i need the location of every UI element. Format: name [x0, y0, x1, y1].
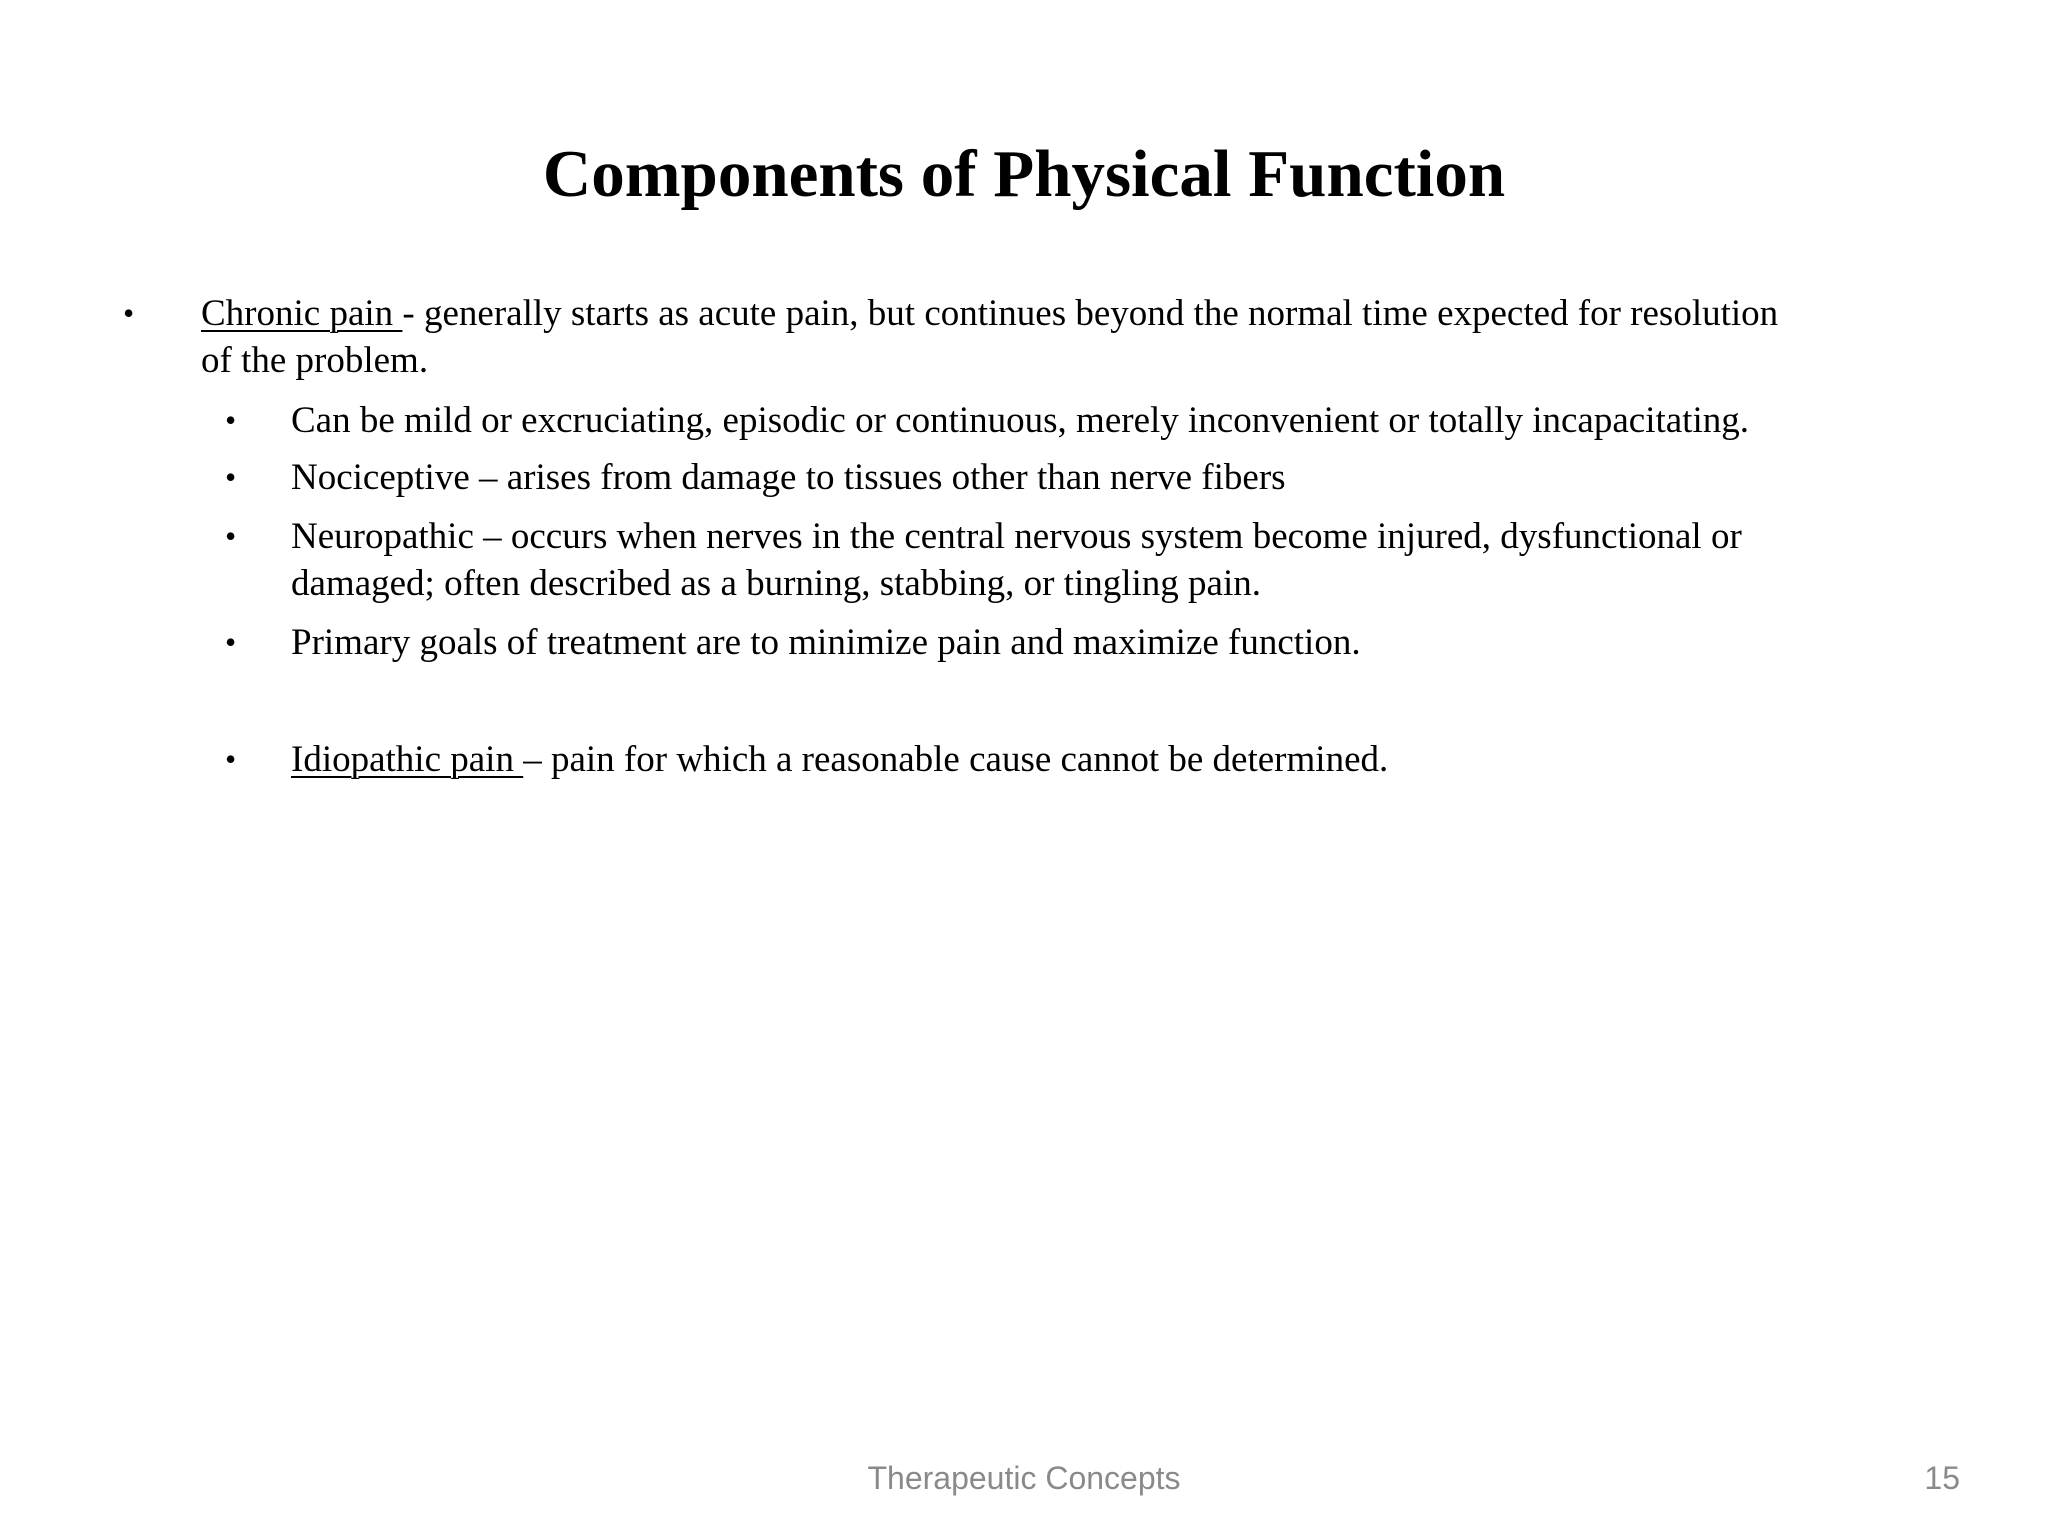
slide-title: Components of Physical Function	[542, 137, 1506, 211]
bullet-icon: •	[225, 624, 237, 660]
footer-label: Therapeutic Concepts	[867, 1460, 1181, 1496]
sub-bullet-severity: Can be mild or excruciating, episodic or continuous, merely inconvenient or totally incapacitating.	[291, 400, 1749, 441]
page-number: 15	[1924, 1460, 1960, 1496]
term-idiopathic-pain: Idiopathic pain	[291, 739, 524, 780]
bullet-chronic-pain	[201, 290, 1961, 337]
sub-bullet-neuropathic-continuation: damaged; often described as a burning, stabbing, or tingling pain.	[291, 563, 1261, 604]
bullet-icon: •	[225, 741, 237, 777]
bullet-icon: •	[225, 459, 237, 495]
bullet-icon: •	[225, 518, 237, 554]
bullet-icon: •	[225, 402, 237, 438]
bullet-continuation: of the problem.	[201, 340, 429, 381]
sub-bullet-idiopathic	[291, 736, 1991, 783]
bullet-icon: •	[123, 295, 135, 331]
sub-bullet-text: – pain for which a reasonable cause cannot be determined.	[523, 739, 1389, 780]
bullet-text: - generally starts as acute pain, but continues beyond the normal time expected for resolution	[402, 293, 1779, 334]
sub-bullet-nociceptive: Nociceptive – arises from damage to tissues other than nerve fibers	[291, 457, 1286, 498]
sub-bullet-neuropathic: Neuropathic – occurs when nerves in the central nervous system become injured, dysfunctional or	[291, 516, 1742, 557]
term-chronic-pain: Chronic pain	[201, 293, 403, 334]
sub-bullet-treatment-goals: Primary goals of treatment are to minimize pain and maximize function.	[291, 622, 1361, 663]
